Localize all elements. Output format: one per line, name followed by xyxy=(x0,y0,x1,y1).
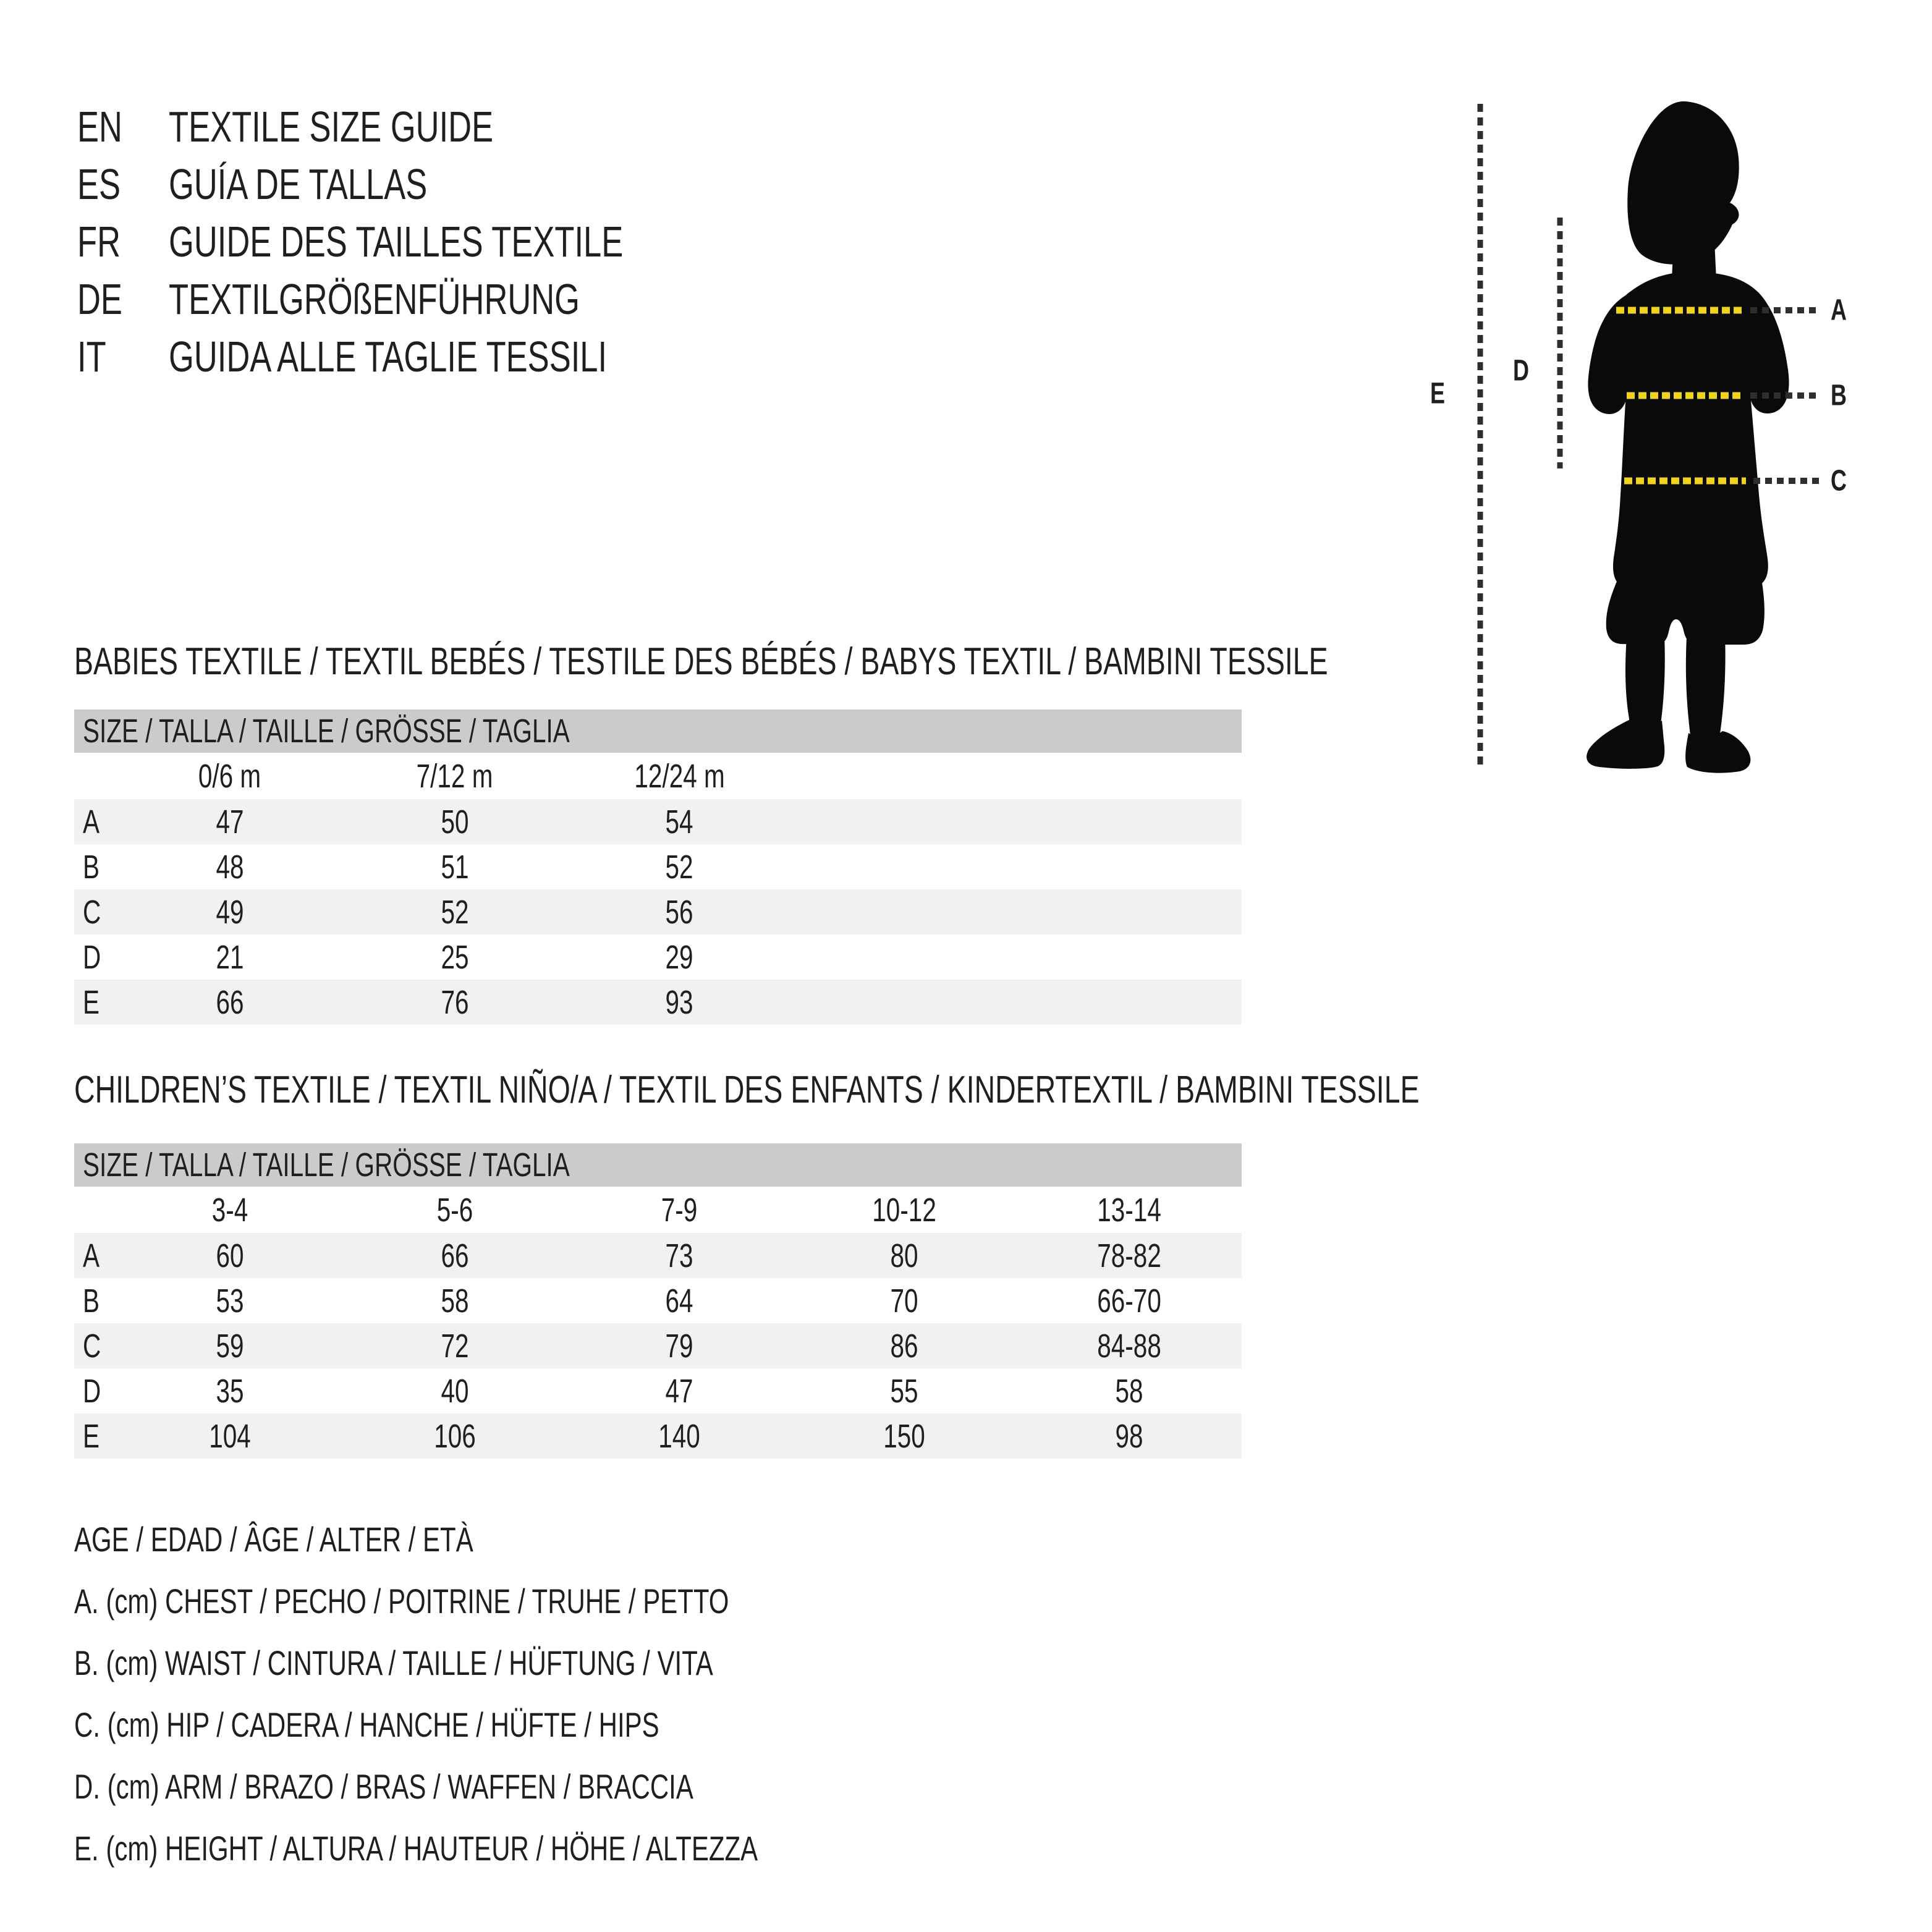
row-label-text: B xyxy=(83,848,100,886)
table-row xyxy=(74,1368,1242,1413)
guide-title-en: TEXTILE SIZE GUIDE xyxy=(169,102,494,151)
language-code-text: EN xyxy=(77,102,122,151)
language-row-en xyxy=(77,98,774,155)
figure-label-c xyxy=(1831,464,1852,498)
cell-value: 150 xyxy=(883,1417,926,1455)
table-cell xyxy=(567,1372,792,1410)
legend-line-chest xyxy=(74,1570,986,1632)
row-label xyxy=(74,803,117,841)
column-header xyxy=(342,757,567,795)
legend-line-waist xyxy=(74,1632,986,1693)
cell-value: 29 xyxy=(665,938,694,976)
cell-value: 66 xyxy=(441,1237,469,1274)
figure-label-d xyxy=(1513,354,1535,388)
row-label xyxy=(74,1237,117,1275)
table-row xyxy=(74,1413,1242,1459)
cell-value: 66-70 xyxy=(1097,1282,1161,1320)
cell-value: 98 xyxy=(1115,1417,1143,1455)
table-cell xyxy=(342,803,567,841)
cell-value: 86 xyxy=(890,1327,918,1365)
language-code xyxy=(77,274,169,324)
table-cell xyxy=(117,803,342,841)
table-cell xyxy=(342,1282,567,1320)
cell-value: 25 xyxy=(441,938,469,976)
column-header xyxy=(567,1191,792,1229)
language-code xyxy=(77,159,169,209)
child-silhouette-right-shoe xyxy=(1685,731,1750,773)
row-label-text: D xyxy=(83,1372,101,1410)
row-label xyxy=(74,848,117,886)
cell-value: 53 xyxy=(216,1282,244,1320)
table-cell xyxy=(1017,1237,1242,1275)
table-cell xyxy=(567,893,792,931)
cell-value: 40 xyxy=(441,1372,469,1410)
table-cell xyxy=(117,1327,342,1365)
figure-label-a xyxy=(1831,294,1852,328)
figure-label-b-text: B xyxy=(1831,379,1847,412)
cell-value: 21 xyxy=(216,938,244,976)
table-row xyxy=(74,799,1242,844)
babies-table-header-text: SIZE / TALLA / TAILLE / GRÖSSE / TAGLIA xyxy=(83,713,570,750)
cell-value: 106 xyxy=(433,1417,476,1455)
language-code-text: FR xyxy=(77,217,121,266)
cell-value: 64 xyxy=(665,1282,694,1320)
legend-text: D. (cm) ARM / BRAZO / BRAS / WAFFEN / BRACCIA xyxy=(74,1766,693,1806)
table-cell xyxy=(342,1327,567,1365)
legend-line-height xyxy=(74,1817,986,1879)
table-cell xyxy=(342,893,567,931)
cell-value: 55 xyxy=(890,1372,918,1410)
cell-value: 58 xyxy=(1115,1372,1143,1410)
cell-value: 47 xyxy=(665,1372,694,1410)
table-row xyxy=(74,934,1242,980)
row-label xyxy=(74,1417,117,1455)
column-header-text: 0/6 m xyxy=(198,757,261,795)
table-cell xyxy=(567,1237,792,1275)
table-row xyxy=(74,1278,1242,1323)
cell-value: 66 xyxy=(216,983,244,1021)
table-cell xyxy=(117,1237,342,1275)
cell-value: 35 xyxy=(216,1372,244,1410)
column-header-text: 10-12 xyxy=(872,1191,937,1229)
language-row-fr xyxy=(77,213,774,270)
table-cell xyxy=(117,1282,342,1320)
cell-value: 50 xyxy=(441,803,469,841)
row-label-text: A xyxy=(83,803,100,841)
language-code xyxy=(77,102,169,151)
column-header xyxy=(117,757,342,795)
row-label-text: D xyxy=(83,938,101,976)
babies-size-table xyxy=(74,710,1242,1025)
legend-text: C. (cm) HIP / CADERA / HANCHE / HÜFTE / HIPS xyxy=(74,1705,659,1744)
table-row xyxy=(74,1233,1242,1278)
figure-label-a-text: A xyxy=(1831,294,1847,327)
language-code xyxy=(77,217,169,266)
cell-value: 78-82 xyxy=(1097,1237,1161,1274)
row-label xyxy=(74,983,117,1022)
figure-label-b xyxy=(1831,379,1852,413)
legend-text: B. (cm) WAIST / CINTURA / TAILLE / HÜFTUNG / VITA xyxy=(74,1643,713,1682)
table-cell xyxy=(567,848,792,886)
column-header-text: 13-14 xyxy=(1097,1191,1161,1229)
table-cell xyxy=(792,1327,1017,1365)
legend-text: E. (cm) HEIGHT / ALTURA / HAUTEUR / HÖHE / ALTEZZA xyxy=(74,1828,758,1868)
table-cell xyxy=(342,848,567,886)
cell-value: 72 xyxy=(441,1327,469,1365)
table-cell xyxy=(117,1372,342,1410)
table-cell xyxy=(792,1282,1017,1320)
table-cell xyxy=(567,938,792,977)
table-cell xyxy=(567,1327,792,1365)
cell-value: 73 xyxy=(665,1237,694,1274)
table-cell xyxy=(1017,1282,1242,1320)
guide-title-es: GUÍA DE TALLAS xyxy=(169,159,428,208)
table-cell xyxy=(567,1282,792,1320)
column-header xyxy=(117,1191,342,1229)
babies-table-header-bar xyxy=(74,710,1242,753)
cell-value: 84-88 xyxy=(1097,1327,1161,1365)
children-table-header-text: SIZE / TALLA / TAILLE / GRÖSSE / TAGLIA xyxy=(83,1146,570,1184)
table-cell xyxy=(117,848,342,886)
child-silhouette-shirt xyxy=(1588,272,1789,590)
language-code-text: ES xyxy=(77,159,121,208)
table-cell xyxy=(342,1237,567,1275)
table-cell xyxy=(1017,1417,1242,1455)
table-cell xyxy=(342,983,567,1022)
figure-label-d-text: D xyxy=(1513,354,1530,388)
table-cell xyxy=(567,1417,792,1455)
row-label xyxy=(74,1282,117,1320)
table-cell xyxy=(1017,1327,1242,1365)
row-label-text: B xyxy=(83,1282,100,1320)
cell-value: 140 xyxy=(658,1417,701,1455)
guide-title-it: GUIDA ALLE TAGLIE TESSILI xyxy=(169,332,608,381)
babies-section-title-text: BABIES TEXTILE / TEXTIL BEBÉS / TESTILE DES BÉBÉS / BABYS TEXTIL / BAMBINI TESSILE xyxy=(74,640,1328,683)
children-section-title-text: CHILDREN’S TEXTILE / TEXTIL NIÑO/A / TEXTIL DES ENFANTS / KINDERTEXTIL / BAMBINI TESSILE xyxy=(74,1069,1420,1111)
babies-section-title xyxy=(74,640,1746,683)
table-row xyxy=(74,844,1242,889)
cell-value: 47 xyxy=(216,803,244,841)
cell-value: 70 xyxy=(890,1282,918,1320)
table-cell xyxy=(117,983,342,1022)
table-cell xyxy=(567,983,792,1022)
child-silhouette-left-shoe xyxy=(1587,718,1664,769)
measurement-legend xyxy=(74,1508,986,1879)
table-cell xyxy=(792,1237,1017,1275)
row-label-text: C xyxy=(83,893,101,931)
row-label xyxy=(74,938,117,977)
table-cell xyxy=(342,938,567,977)
table-row xyxy=(74,889,1242,934)
child-silhouette-head xyxy=(1627,101,1739,265)
legend-line-arm xyxy=(74,1755,986,1817)
guide-title-de: TEXTILGRÖßENFÜHRUNG xyxy=(169,274,580,323)
cell-value: 48 xyxy=(216,848,244,886)
column-header-text: 7/12 m xyxy=(416,757,493,795)
column-header-text: 7-9 xyxy=(661,1191,698,1229)
table-cell xyxy=(792,1372,1017,1410)
cell-value: 59 xyxy=(216,1327,244,1365)
cell-value: 93 xyxy=(665,983,694,1021)
cell-value: 76 xyxy=(441,983,469,1021)
figure-label-e xyxy=(1430,377,1450,411)
cell-value: 51 xyxy=(441,848,469,886)
cell-value: 56 xyxy=(665,893,694,931)
row-label-text: E xyxy=(83,983,100,1021)
children-table-header-bar xyxy=(74,1143,1242,1187)
column-header-text: 5-6 xyxy=(436,1191,473,1229)
cell-value: 60 xyxy=(216,1237,244,1274)
row-label xyxy=(74,1327,117,1365)
babies-table-column-headers xyxy=(74,753,1242,799)
legend-text: AGE / EDAD / ÂGE / ALTER / ETÀ xyxy=(74,1519,473,1559)
column-header xyxy=(342,1191,567,1229)
table-cell xyxy=(342,1417,567,1455)
table-cell xyxy=(117,1417,342,1455)
column-header-text: 3-4 xyxy=(211,1191,248,1229)
children-table-column-headers xyxy=(74,1187,1242,1233)
table-cell xyxy=(1017,1372,1242,1410)
column-header xyxy=(1017,1191,1242,1229)
children-section-title xyxy=(74,1071,1868,1109)
figure-label-c-text: C xyxy=(1831,464,1847,498)
table-cell xyxy=(117,893,342,931)
row-label xyxy=(74,1372,117,1410)
table-cell xyxy=(567,803,792,841)
column-header-text: 12/24 m xyxy=(634,757,725,795)
legend-line-age xyxy=(74,1508,986,1570)
table-row xyxy=(74,980,1242,1025)
cell-value: 52 xyxy=(441,893,469,931)
row-label-text: A xyxy=(83,1237,100,1274)
language-code-text: IT xyxy=(77,332,106,381)
figure-label-e-text: E xyxy=(1430,377,1446,410)
row-label-text: C xyxy=(83,1327,101,1365)
cell-value: 79 xyxy=(665,1327,694,1365)
legend-line-hip xyxy=(74,1693,986,1755)
cell-value: 52 xyxy=(665,848,694,886)
legend-text: A. (cm) CHEST / PECHO / POITRINE / TRUHE / PETTO xyxy=(74,1581,729,1621)
language-row-de xyxy=(77,270,774,328)
row-label xyxy=(74,893,117,931)
table-cell xyxy=(342,1372,567,1410)
cell-value: 54 xyxy=(665,803,694,841)
cell-value: 49 xyxy=(216,893,244,931)
table-cell xyxy=(792,1417,1017,1455)
child-silhouette-shorts xyxy=(1606,578,1765,645)
table-cell xyxy=(117,938,342,977)
language-code-text: DE xyxy=(77,274,122,323)
language-code xyxy=(77,332,169,381)
language-row-it xyxy=(77,328,774,385)
column-header xyxy=(792,1191,1017,1229)
cell-value: 80 xyxy=(890,1237,918,1274)
guide-title-fr: GUIDE DES TAILLES TEXTILE xyxy=(169,217,624,266)
cell-value: 104 xyxy=(209,1417,251,1455)
table-row xyxy=(74,1323,1242,1368)
cell-value: 58 xyxy=(441,1282,469,1320)
language-row-es xyxy=(77,155,774,213)
column-header xyxy=(567,757,792,795)
language-title-list xyxy=(77,98,774,385)
children-size-table xyxy=(74,1143,1242,1459)
row-label-text: E xyxy=(83,1417,100,1455)
